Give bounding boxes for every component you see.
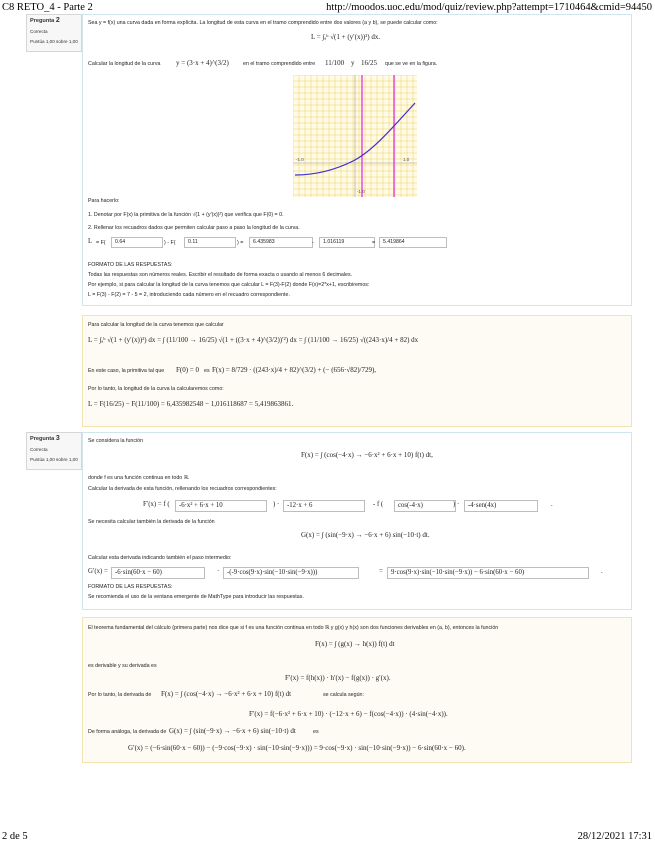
q3-line4: Se necesita calcular también la derivada de la función bbox=[88, 519, 215, 525]
question-2-score: Puntúa 1,00 sobre 1,00 bbox=[30, 39, 78, 44]
deriv-input-lower-limit[interactable]: cos(-4·x) bbox=[394, 500, 456, 512]
x-tick-right: 1.0 bbox=[403, 157, 410, 162]
q2-format-3: L = F(3) - F(2) = 7 - 5 = 2, introduciendo cada número en el recuadro correspondiente. bbox=[88, 292, 290, 298]
q2-format-1: Todas las respuestas son números reales. Escribir el resultado de forma exacta o usando al menos 6 decimales. bbox=[88, 272, 353, 278]
question-3-number: Pregunta 3 bbox=[30, 435, 60, 442]
question-3-info bbox=[26, 432, 82, 470]
answer-eq-F: = F( bbox=[96, 240, 106, 246]
q3-line3: Calcular la derivada de esta función, rellenando los recuadros correspondientes: bbox=[88, 486, 277, 492]
q3-fb-line3b: F(x) = ∫ (cos(−4·x) → −6·x² + 6·x + 10) f(t) dt bbox=[161, 690, 292, 698]
q2-y-letter: y bbox=[351, 59, 355, 67]
deriv-sep-2: - f ( bbox=[373, 501, 384, 508]
answer-minus-F: ) - F( bbox=[164, 240, 176, 246]
q3-fb-formula2: F′(x) = f(h(x)) · h′(x) − f(g(x)) · g′(x). bbox=[285, 674, 391, 682]
gderiv-lhs: G′(x) = bbox=[88, 568, 108, 575]
deriv-end: . bbox=[551, 501, 553, 508]
question-3-feedback bbox=[82, 617, 632, 763]
question-2-number: Pregunta 2 bbox=[30, 17, 60, 24]
gderiv-sep-1: · bbox=[217, 568, 220, 575]
q3-fb-line1: El teorema fundamental del cálculo (primera parte) nos dice que si f es una función continua en todo ℝ y g(x) y h(x) son dos funciones derivables en (a, b), entonces la función bbox=[88, 625, 499, 631]
print-footer-date: 28/12/2021 17:31 bbox=[577, 831, 652, 842]
q3-fb-formula3: F′(x) = f(−6·x² + 6·x + 10) · (−12·x + 6) − f(cos(−4·x)) · (4·sin(−4·x)). bbox=[249, 710, 448, 718]
question-2-status: Correcta bbox=[30, 28, 48, 34]
q3-fb-line4b: G(x) = ∫ (sin(−9·x) → −6·x + 6) sin(−10·t) dt bbox=[169, 727, 296, 735]
curve-figure bbox=[293, 75, 417, 197]
q2-fb-line1: Para calcular la longitud de la curva tenemos que calcular bbox=[88, 322, 224, 328]
q2-fb-line2b: F(0) = 0 bbox=[176, 366, 200, 374]
print-header-title: C8 RETO_4 - Parte 2 bbox=[2, 2, 93, 13]
deriv-sep-3: ) · bbox=[453, 501, 460, 508]
q2-step-1: 1. Denotar por F(x) la primitiva de la función √(1 + (y′(x))²) que verifica que F(0) = 0. bbox=[88, 212, 284, 218]
q3-fb-line3a: Por lo tanto, la derivada de bbox=[88, 692, 152, 698]
q2-formula-length: L = ∫ₐᵇ √(1 + (y′(x))²) dx. bbox=[311, 33, 381, 41]
q2-format-title: FORMATO DE LAS RESPUESTAS: bbox=[88, 262, 173, 268]
q3-format-title: FORMATO DE LAS RESPUESTAS: bbox=[88, 584, 173, 590]
question-2-feedback bbox=[82, 315, 632, 427]
answer-equals-1: ) = bbox=[237, 240, 244, 246]
answer-input-upper[interactable]: 0.64 bbox=[111, 237, 163, 248]
q3-fb-line4a: De forma análoga, la derivada de bbox=[88, 729, 167, 735]
q2-para-hacerlo: Para hacerlo: bbox=[88, 198, 120, 204]
deriv-sep-1: ) · bbox=[273, 501, 280, 508]
deriv-input-upper-derivative[interactable]: -12·x + 6 bbox=[283, 500, 365, 512]
gderiv-input-result[interactable]: 9·cos(9·x)·sin(−10·sin(−9·x)) − 6·sin(60·x − 60) bbox=[387, 567, 589, 579]
answer-equals-2: = bbox=[372, 240, 376, 246]
q3-line1: Se considera la función bbox=[88, 438, 144, 444]
x-tick-left: -1.0 bbox=[296, 157, 304, 162]
q3-fb-line2: es derivable y su derivada es bbox=[88, 663, 157, 669]
answer-minus: - bbox=[312, 240, 314, 246]
q3-fb-line4c: es bbox=[313, 729, 319, 735]
q2-fb-line3: Por lo tanto, la longitud de la curva la calcularemos como: bbox=[88, 386, 224, 392]
q2-curve: y = (3·x + 4)^(3/2) bbox=[176, 59, 229, 67]
q2-fb-line2a: En este caso, la primitiva tal que bbox=[88, 368, 165, 374]
q3-formula-G: G(x) = ∫ (sin(−9·x) → −6·x + 6) sin(−10·t) dt. bbox=[301, 531, 430, 539]
print-footer-page: 2 de 5 bbox=[2, 831, 28, 842]
q3-formula-F: F(x) = ∫ (cos(−4·x) → −6·x² + 6·x + 10) f(t) dt, bbox=[301, 451, 433, 459]
q2-calc-mid: en el tramo comprendido entre bbox=[243, 61, 316, 67]
q3-line5: Calcular esta derivada indicando también el paso intermedio: bbox=[88, 555, 232, 561]
gderiv-input-first-term[interactable]: -6·sin(60·x − 60) bbox=[111, 567, 205, 579]
q3-line2: donde f es una función continua en todo ℝ. bbox=[88, 475, 190, 481]
answer-input-length[interactable]: 5.419864 bbox=[379, 237, 447, 248]
gderiv-end: . bbox=[601, 568, 603, 575]
q2-b-fraction: 16/25 bbox=[361, 59, 377, 67]
deriv-input-lower-derivative[interactable]: -4·sen(4x) bbox=[464, 500, 538, 512]
question-2-content bbox=[82, 14, 632, 306]
deriv-input-upper-limit[interactable]: -6·x² + 6·x + 10 bbox=[175, 500, 267, 512]
q3-fb-formula4: G′(x) = (−6·sin(60·x − 60)) − (−9·cos(−9·x) · sin(−10·sin(−9·x))) = 9·cos(−9·x) · sin(−10·sin(−9·x)) − 6·sin(60·x − 60). bbox=[128, 744, 466, 752]
q2-fb-formula3: L = F(16/25) − F(11/100) = 6,435982548 − 1,016118687 = 5,419863861. bbox=[88, 400, 294, 408]
q2-calc-suffix: que se ve en la figura. bbox=[385, 61, 438, 67]
q2-a-fraction: 11/100 bbox=[325, 59, 345, 67]
answer-input-lower[interactable]: 0.11 bbox=[184, 237, 236, 248]
gderiv-input-second-term[interactable]: -(-9·cos(9·x)·sin(−10·sin(−9·x))) bbox=[223, 567, 359, 579]
question-3-status: Correcta bbox=[30, 446, 48, 452]
q2-format-2: Por ejemplo, si para calcular la longitud de la curva tenemos que calcular L = F(3)-F(2) donde F(x)=2*x+1, escribiremos: bbox=[88, 282, 370, 288]
answer-input-F-lower[interactable]: 1.016119 bbox=[319, 237, 375, 248]
q2-fb-line2c: es bbox=[204, 368, 210, 374]
deriv-lhs: F′(x) = f ( bbox=[143, 501, 170, 508]
q3-fb-formula1: F(x) = ∫ (g(x) → h(x)) f(t) dt bbox=[315, 640, 395, 648]
q2-intro: Sea y = f(x) una curva dada en forma explícita. La longitud de esta curva en el tramo comprendido entre dos valores (a y b), se puede calcular como: bbox=[88, 20, 438, 26]
question-3-score: Puntúa 1,00 sobre 1,00 bbox=[30, 457, 78, 462]
q2-calc-prefix: Calcular la longitud de la curva bbox=[88, 61, 161, 67]
q2-fb-formula2: F(x) = 8/729 · ((243·x)/4 + 82)^(3/2) + (− (656·√82)/729), bbox=[212, 366, 377, 374]
gderiv-sep-2: = bbox=[379, 568, 383, 575]
print-header-url: http://moodos.uoc.edu/mod/quiz/review.php?attempt=1710464&cmid=94450 bbox=[326, 2, 652, 13]
answer-L-label: L bbox=[88, 238, 93, 245]
q2-step-2: 2. Rellenar los recuadros dados que permiten calcular paso a paso la longitud de la curva. bbox=[88, 225, 300, 231]
y-tick-bottom: -1.0 bbox=[357, 189, 365, 194]
q3-format-1: Se recomienda el uso de la ventana emergente de MathType para introducir las respuestas. bbox=[88, 594, 304, 600]
q2-fb-formula1: L = ∫ₐᵇ √(1 + (y′(x))²) dx = ∫ (11/100 → 16/25) √(1 + ((3·x + 4)^(3/2))′²) dx = ∫ (11/100 → 16/25) √((243·x)/4 + 82) dx bbox=[88, 336, 419, 344]
question-2-info bbox=[26, 14, 82, 52]
q3-fb-line3c: se calcula según: bbox=[323, 692, 364, 698]
question-3-content bbox=[82, 432, 632, 610]
answer-input-F-upper[interactable]: 6.435983 bbox=[249, 237, 313, 248]
